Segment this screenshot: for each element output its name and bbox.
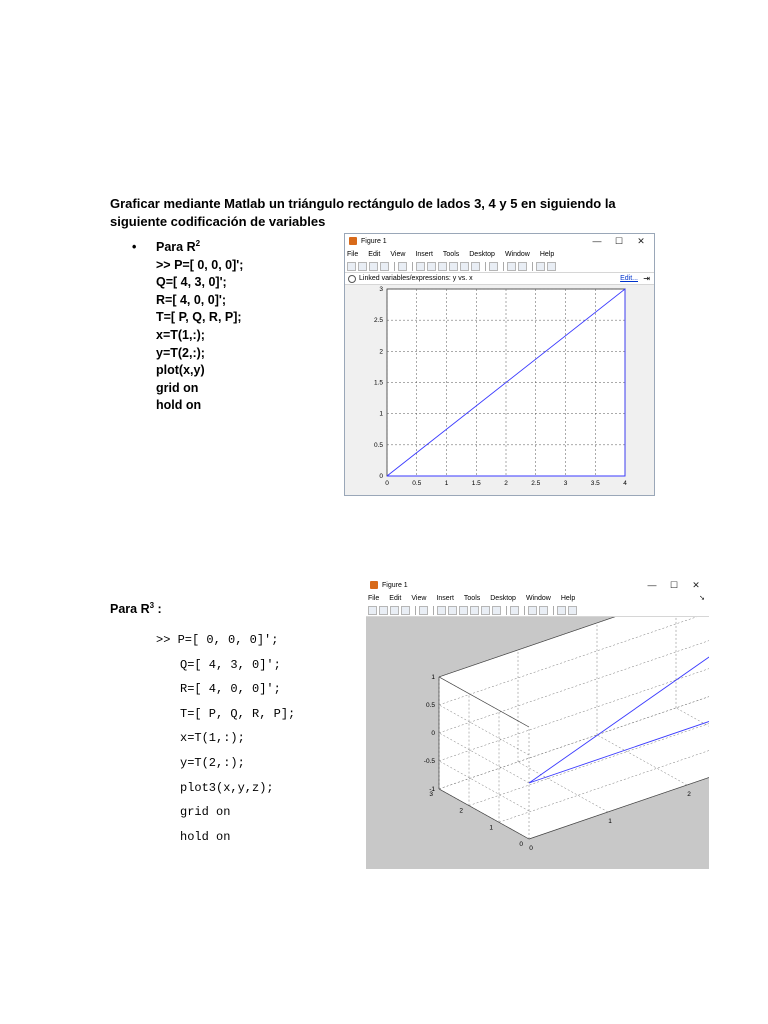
x-tick-label: 2: [687, 791, 691, 798]
y-tick-label: 2: [379, 348, 383, 356]
y-tick-label: 0: [519, 841, 523, 848]
hide-plot-tools-icon[interactable]: [557, 606, 566, 615]
toolbar-separator: [433, 606, 434, 615]
r2-code-line: Q=[ 4, 3, 0]';: [156, 275, 227, 290]
figure-toolbar: [366, 604, 709, 617]
open-file-icon[interactable]: [379, 606, 388, 615]
figure-menubar: [345, 248, 654, 260]
r3-heading: Para R: [110, 602, 150, 616]
menu-view[interactable]: View: [411, 594, 427, 602]
z-tick-label: 1: [431, 673, 435, 681]
toolbar-separator: [532, 262, 533, 271]
y-tick-label: 0: [379, 473, 383, 480]
menu-insert[interactable]: Insert: [436, 594, 454, 602]
toolbar-separator: [524, 606, 525, 615]
plot-2d-axes: [345, 285, 654, 496]
close-button[interactable]: ✕: [692, 580, 700, 590]
x-tick-label: 1.5: [471, 480, 481, 487]
toolbar-separator: [394, 262, 395, 271]
rotate-icon[interactable]: [449, 262, 458, 271]
z-tick-label: -0.5: [423, 757, 435, 765]
y-tick-label: 1.5: [373, 379, 383, 387]
menu-help[interactable]: Help: [560, 594, 576, 602]
x-tick-label: 3: [563, 480, 568, 487]
figure-toolbar: [345, 260, 654, 273]
zoom-out-icon[interactable]: [427, 262, 436, 271]
linked-variables-text: Linked variables/expressions: y vs. x: [359, 275, 473, 282]
minimize-button[interactable]: —: [647, 580, 657, 590]
x-tick-label: 2.5: [531, 480, 541, 487]
r3-code-line: grid on: [180, 805, 231, 820]
r3-code-line: x=T(1,:);: [180, 731, 245, 746]
rotate-icon[interactable]: [470, 606, 479, 615]
r2-heading: Para R: [156, 240, 196, 254]
pan-icon[interactable]: [438, 262, 447, 271]
print-icon[interactable]: [380, 262, 389, 271]
r2-code-line: R=[ 4, 0, 0]';: [156, 292, 227, 307]
y-tick-label: 3: [379, 286, 383, 293]
r2-code-line: plot(x,y): [156, 363, 205, 378]
colorbar-icon[interactable]: [528, 606, 537, 615]
r2-code-line: x=T(1,:);: [156, 327, 205, 342]
figure-window-2d: [344, 233, 655, 496]
zoom-in-icon[interactable]: [416, 262, 425, 271]
open-file-icon[interactable]: [358, 262, 367, 271]
toolbar-separator: [412, 262, 413, 271]
menu-file[interactable]: File: [347, 250, 359, 258]
r3-code-line: y=T(2,:);: [180, 755, 245, 770]
menu-tools[interactable]: Tools: [442, 250, 460, 258]
menu-edit[interactable]: Edit: [389, 594, 402, 602]
r3-code: [156, 628, 295, 849]
bullet-icon: •: [132, 240, 137, 254]
figure-titlebar: [366, 578, 709, 592]
legend-icon[interactable]: [518, 262, 527, 271]
link-status-icon: [348, 275, 356, 283]
r2-code-line: hold on: [156, 398, 202, 413]
pan-icon[interactable]: [459, 606, 468, 615]
menu-file[interactable]: File: [368, 594, 380, 602]
link-plot-icon[interactable]: [489, 262, 498, 271]
r2-heading-sup: 2: [195, 238, 201, 248]
z-tick-label: 0: [431, 729, 435, 737]
new-figure-icon[interactable]: [368, 606, 377, 615]
r3-code-line: plot3(x,y,z);: [180, 780, 274, 795]
maximize-button[interactable]: ☐: [614, 236, 624, 246]
edit-plot-icon[interactable]: [419, 606, 428, 615]
brush-icon[interactable]: [471, 262, 480, 271]
z-tick-label: 0.5: [425, 701, 435, 709]
figure-window-3d: [366, 578, 709, 869]
figure-title: Figure 1: [382, 581, 408, 589]
y-tick-label: 1: [489, 824, 493, 832]
x-tick-label: 3.5: [590, 480, 600, 487]
intro-paragraph: Graficar mediante Matlab un triángulo rectángulo de lados 3, 4 y 5 en siguiendo la siguiente codificación de variables: [110, 196, 616, 229]
r3-code-line: Q=[ 4, 3, 0]';: [180, 657, 281, 672]
r3-heading-sup: 3: [149, 600, 155, 610]
show-plot-tools-icon[interactable]: [568, 606, 577, 615]
menu-view[interactable]: View: [390, 250, 406, 258]
zoom-in-icon[interactable]: [437, 606, 446, 615]
y-tick-label: 2.5: [373, 317, 383, 325]
r2-code-line: >> P=[ 0, 0, 0]';: [156, 257, 244, 272]
menu-desktop[interactable]: Desktop: [469, 250, 495, 258]
r3-section-heading: [110, 602, 162, 616]
menu-window[interactable]: Window: [525, 594, 551, 602]
x-tick-label: 1: [608, 818, 612, 825]
r2-code-line: grid on: [156, 380, 199, 395]
r2-code-line: y=T(2,:);: [156, 345, 205, 360]
x-tick-label: 1: [444, 480, 449, 487]
linked-edit-link[interactable]: Edit...: [620, 275, 638, 282]
z-tick-label: -1: [429, 785, 435, 793]
x-tick-label: 4: [623, 480, 627, 487]
menu-desktop[interactable]: Desktop: [490, 594, 516, 602]
data-cursor-icon[interactable]: [481, 606, 490, 615]
save-icon[interactable]: [390, 606, 399, 615]
r3-code-line: >> P=[ 0, 0, 0]';: [156, 633, 279, 647]
link-plot-icon[interactable]: [510, 606, 519, 615]
save-icon[interactable]: [369, 262, 378, 271]
toolbar-separator: [503, 262, 504, 271]
figure-titlebar: [345, 234, 654, 248]
menu-edit[interactable]: Edit: [368, 250, 381, 258]
dock-arrow-icon[interactable]: ➘: [699, 595, 705, 602]
minimize-button[interactable]: —: [592, 236, 602, 246]
data-cursor-icon[interactable]: [460, 262, 469, 271]
show-plot-tools-icon[interactable]: [547, 262, 556, 271]
figure-menubar: [366, 592, 709, 604]
y-tick-label: 1: [379, 410, 383, 418]
legend-icon[interactable]: [539, 606, 548, 615]
toolbar-separator: [415, 606, 416, 615]
r2-section: [132, 239, 243, 415]
x-tick-label: 0: [385, 480, 389, 487]
x-tick-label: 0.5: [412, 480, 422, 487]
toolbar-separator: [506, 606, 507, 615]
x-tick-label: 2: [504, 480, 508, 487]
y-tick-label: 3: [429, 790, 433, 798]
menu-insert[interactable]: Insert: [415, 250, 433, 258]
menu-window[interactable]: Window: [504, 250, 530, 258]
matlab-icon: [349, 237, 357, 245]
matlab-icon: [370, 581, 378, 589]
r3-heading-suffix: :: [154, 602, 162, 616]
figure-title: Figure 1: [361, 237, 387, 245]
r2-code-line: T=[ P, Q, R, P];: [156, 310, 242, 325]
menu-help[interactable]: Help: [539, 250, 555, 258]
y-tick-label: 0.5: [373, 441, 383, 449]
maximize-button[interactable]: ☐: [669, 580, 679, 590]
unlink-arrow-icon[interactable]: ⇥: [643, 274, 650, 283]
r3-code-line: hold on: [180, 829, 231, 844]
edit-plot-icon[interactable]: [398, 262, 407, 271]
brush-icon[interactable]: [492, 606, 501, 615]
linked-variables-bar: [345, 273, 654, 285]
menu-tools[interactable]: Tools: [463, 594, 481, 602]
colorbar-icon[interactable]: [507, 262, 516, 271]
toolbar-separator: [553, 606, 554, 615]
hide-plot-tools-icon[interactable]: [536, 262, 545, 271]
zoom-out-icon[interactable]: [448, 606, 457, 615]
x-tick-label: 0: [529, 845, 533, 852]
plot-3d-axes: [366, 617, 709, 869]
new-figure-icon[interactable]: [347, 262, 356, 271]
r3-code-line: T=[ P, Q, R, P];: [180, 706, 296, 721]
toolbar-separator: [485, 262, 486, 271]
close-button[interactable]: ✕: [637, 236, 645, 246]
r3-code-line: R=[ 4, 0, 0]';: [180, 682, 281, 697]
print-icon[interactable]: [401, 606, 410, 615]
y-tick-label: 2: [459, 807, 463, 815]
